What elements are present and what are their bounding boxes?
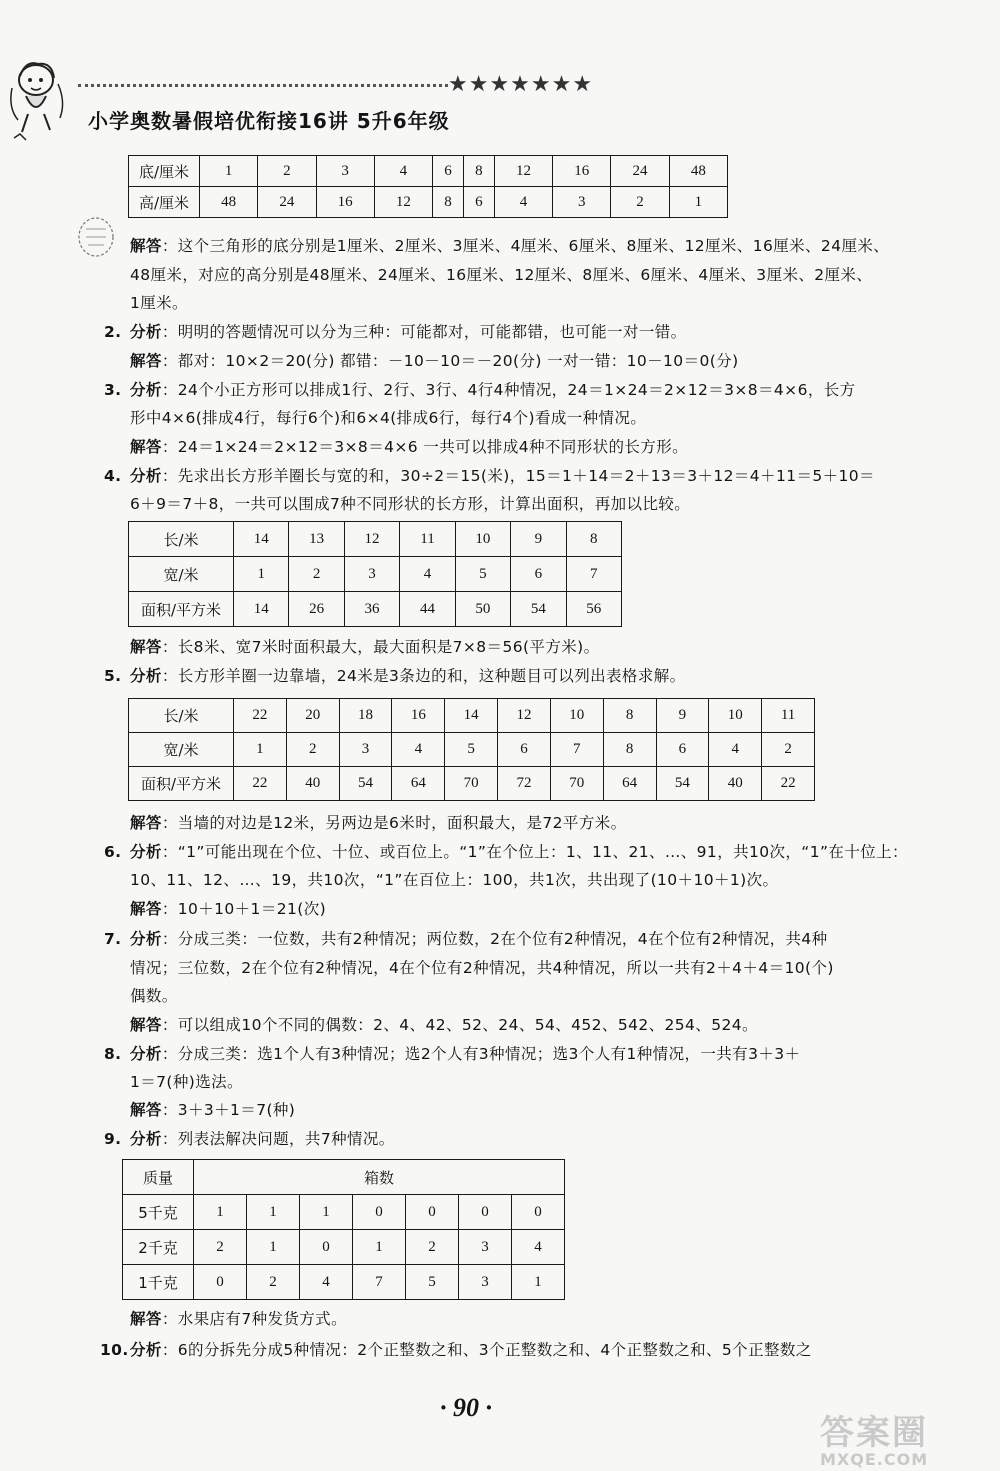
table-cell: 64	[603, 767, 656, 801]
answer-label: 解答	[130, 1016, 162, 1034]
item3-analysis	[104, 380, 856, 400]
table-cell: 9	[656, 699, 709, 733]
row-header: 5千克	[123, 1195, 194, 1230]
table-cell: 2	[247, 1265, 300, 1300]
table-cell: 4	[400, 557, 455, 592]
item-number: 7.	[104, 930, 122, 948]
table-cell: 7	[566, 557, 621, 592]
table-cell: 70	[550, 767, 603, 801]
table-cell: 4	[374, 156, 432, 187]
table-cell: 64	[392, 767, 445, 801]
item2-analysis	[104, 322, 687, 342]
item8-analysis-line-2: 1＝7(种)选法。	[130, 1073, 243, 1091]
table-cell: 0	[300, 1230, 353, 1265]
answer-label: 解答	[130, 1101, 162, 1119]
table-cell: 16	[316, 187, 374, 218]
table-cell: 44	[400, 592, 455, 627]
table-cell: 8	[463, 156, 494, 187]
item4-answer	[130, 637, 599, 657]
analysis-label: 分析	[130, 323, 162, 341]
table-cell: 48	[669, 156, 727, 187]
table-cell: 22	[762, 767, 815, 801]
item7-analysis-text-1: ：分成三类：一位数，共有2种情况；两位数，2在个位有2种情况，4在个位有2种情况，共4种	[161, 930, 828, 948]
item5-answer	[130, 813, 627, 833]
table-cell: 1	[247, 1230, 300, 1265]
header-dotted-rule	[78, 84, 448, 87]
item-number: 2.	[104, 323, 122, 341]
table-cell: 5	[445, 733, 498, 767]
analysis-label: 分析	[130, 467, 162, 485]
table-cell: 8	[603, 699, 656, 733]
row-header: 2千克	[123, 1230, 194, 1265]
table-cell: 1	[194, 1195, 247, 1230]
item-number: 9.	[104, 1130, 122, 1148]
table-cell: 22	[234, 699, 287, 733]
table-cell: 0	[512, 1195, 565, 1230]
row-header: 面积/平方米	[129, 592, 234, 627]
item4-analysis-text-1: ：先求出长方形羊圈长与宽的和，30÷2＝15(米)，15＝1＋14＝2＋13＝3＋12＝4＋11＝5＋10＝	[161, 467, 875, 485]
table-cell: 7	[550, 733, 603, 767]
table-cell: 50	[455, 592, 510, 627]
table-cell: 2	[194, 1230, 247, 1265]
answer-label: 解答	[130, 352, 162, 370]
item7-analysis-line-2: 情况；三位数，2在个位有2种情况，4在个位有2种情况，共4种情况，所以一共有2＋4＋4＝10(个)	[130, 959, 834, 977]
table-cell: 0	[194, 1265, 247, 1300]
watermark-bottom: MXQE.COM	[820, 1450, 929, 1469]
table-cell: 3	[316, 156, 374, 187]
table-cell: 11	[400, 522, 455, 557]
table-cell: 12	[344, 522, 399, 557]
table-cell: 0	[459, 1195, 512, 1230]
table-cell: 4	[300, 1265, 353, 1300]
table-row	[123, 1195, 565, 1230]
stamp-mark	[76, 215, 116, 259]
table-cell: 3	[459, 1265, 512, 1300]
triangle-base-height-table	[128, 155, 728, 218]
mascot-illustration	[6, 58, 72, 150]
table-cell: 1	[234, 733, 287, 767]
item2-analysis-text: ：明明的答题情况可以分为三种：可能都对，可能都错，也可能一对一错。	[161, 323, 687, 341]
table-cell: 12	[494, 156, 552, 187]
header-cell-mass: 质量	[123, 1160, 194, 1195]
table-cell: 40	[709, 767, 762, 801]
table-row	[129, 767, 815, 801]
item5-answer-text: ：当墙的对边是12米，另两边是6米时，面积最大，是72平方米。	[161, 814, 627, 832]
row-header: 面积/平方米	[129, 767, 234, 801]
book-title: 小学奥数暑假培优衔接16讲 5升6年级	[88, 109, 450, 133]
table-cell: 56	[566, 592, 621, 627]
item-number: 4.	[104, 467, 122, 485]
item10-analysis	[100, 1340, 812, 1360]
table-cell: 3	[339, 733, 392, 767]
analysis-label: 分析	[130, 381, 162, 399]
table-cell: 16	[553, 156, 611, 187]
item-number: 3.	[104, 381, 122, 399]
table-cell: 36	[344, 592, 399, 627]
analysis-label: 分析	[130, 843, 162, 861]
watermark-top: 答案圈	[820, 1413, 928, 1453]
table-row	[129, 522, 622, 557]
item1-answer-line-1	[130, 236, 889, 256]
answer-label: 解答	[130, 237, 162, 255]
item1-answer-line-2: 48厘米，对应的高分别是48厘米、24厘米、16厘米、12厘米、8厘米、6厘米、4厘米、3厘米、2厘米、	[130, 266, 873, 284]
header-cell-boxes: 箱数	[194, 1160, 565, 1195]
item7-analysis-line-3: 偶数。	[130, 987, 178, 1005]
table-cell: 3	[553, 187, 611, 218]
table-cell: 24	[258, 187, 316, 218]
item-number: 10.	[100, 1341, 129, 1359]
table-cell: 0	[353, 1195, 406, 1230]
table-cell: 14	[234, 592, 289, 627]
row-header: 1千克	[123, 1265, 194, 1300]
row-header: 长/米	[129, 522, 234, 557]
table-cell: 12	[498, 699, 551, 733]
analysis-label: 分析	[130, 1130, 162, 1148]
table-cell: 12	[374, 187, 432, 218]
table-cell: 5	[406, 1265, 459, 1300]
item-number: 8.	[104, 1045, 122, 1063]
item1-answer-line-3: 1厘米。	[130, 294, 188, 312]
item4-answer-text: ：长8米、宽7米时面积最大，最大面积是7×8＝56(平方米)。	[161, 638, 600, 656]
table-cell: 5	[455, 557, 510, 592]
answer-label: 解答	[130, 438, 162, 456]
item5-analysis	[104, 666, 686, 686]
table-cell: 6	[433, 156, 464, 187]
header-stars: ★★★★★★★	[448, 72, 594, 97]
item6-answer	[130, 899, 326, 919]
item8-analysis-text-1: ：分成三类：选1个人有3种情况；选2个人有3种情况；选3个人有1种情况，一共有3＋3＋	[161, 1045, 801, 1063]
item2-answer	[130, 351, 739, 371]
table-cell: 7	[353, 1265, 406, 1300]
table-row	[129, 592, 622, 627]
table-row	[129, 699, 815, 733]
table-cell: 4	[512, 1230, 565, 1265]
table-cell: 8	[433, 187, 464, 218]
table-cell: 24	[611, 156, 669, 187]
table-cell: 10	[550, 699, 603, 733]
analysis-label: 分析	[130, 667, 162, 685]
table-cell: 1	[300, 1195, 353, 1230]
table-cell: 4	[709, 733, 762, 767]
table-cell: 0	[406, 1195, 459, 1230]
item3-answer	[130, 437, 688, 457]
table-header-row	[123, 1160, 565, 1195]
item9-analysis	[104, 1129, 395, 1149]
table-cell: 40	[286, 767, 339, 801]
table-cell: 2	[289, 557, 344, 592]
table-row	[123, 1230, 565, 1265]
table-row	[129, 733, 815, 767]
table-cell: 6	[656, 733, 709, 767]
analysis-label: 分析	[130, 1045, 162, 1063]
item9-answer	[130, 1309, 347, 1329]
table-cell: 70	[445, 767, 498, 801]
item6-analysis-text-1: ：“1”可能出现在个位、十位、或百位上。“1”在个位上：1、11、21、…、91，共10次，“1”在十位上：	[161, 843, 908, 861]
table-cell: 2	[762, 733, 815, 767]
item-number: 5.	[104, 667, 122, 685]
table-cell: 1	[512, 1265, 565, 1300]
item4-analysis	[104, 466, 875, 486]
table-cell: 18	[339, 699, 392, 733]
row-header: 高/厘米	[129, 187, 200, 218]
item7-answer-text: ：可以组成10个不同的偶数：2、4、42、52、24、54、452、542、254、524。	[161, 1016, 758, 1034]
table-cell: 2	[611, 187, 669, 218]
table-cell: 1	[200, 156, 258, 187]
table-cell: 8	[566, 522, 621, 557]
table-row	[129, 187, 728, 218]
table-cell: 13	[289, 522, 344, 557]
table-cell: 6	[463, 187, 494, 218]
table-cell: 10	[709, 699, 762, 733]
analysis-label: 分析	[130, 1341, 162, 1359]
table-cell: 8	[603, 733, 656, 767]
item7-answer	[130, 1015, 758, 1035]
item9-analysis-text: ：列表法解决问题，共7种情况。	[161, 1130, 395, 1148]
table-cell: 2	[406, 1230, 459, 1265]
table-cell: 3	[344, 557, 399, 592]
table-cell: 54	[339, 767, 392, 801]
item6-answer-text: ：10＋10＋1＝21(次)	[161, 900, 327, 918]
table-cell: 1	[247, 1195, 300, 1230]
table-cell: 9	[511, 522, 566, 557]
table-cell: 54	[511, 592, 566, 627]
table-cell: 10	[455, 522, 510, 557]
table-cell: 6	[511, 557, 566, 592]
table-cell: 1	[353, 1230, 406, 1265]
item1-answer-text-1: ：这个三角形的底分别是1厘米、2厘米、3厘米、4厘米、6厘米、8厘米、12厘米、16厘米、24厘米、	[161, 237, 890, 255]
table-cell: 6	[498, 733, 551, 767]
table-row	[129, 557, 622, 592]
table-cell: 1	[234, 557, 289, 592]
item8-answer-text: ：3＋3＋1＝7(种)	[161, 1101, 296, 1119]
row-header: 底/厘米	[129, 156, 200, 187]
table-cell: 4	[392, 733, 445, 767]
page-number: · 90 ·	[440, 1393, 492, 1422]
table-cell: 48	[200, 187, 258, 218]
analysis-label: 分析	[130, 930, 162, 948]
row-header: 长/米	[129, 699, 234, 733]
table-cell: 20	[286, 699, 339, 733]
item9-box-table	[122, 1159, 565, 1300]
answer-label: 解答	[130, 638, 162, 656]
item4-rectangle-table	[128, 521, 622, 627]
table-cell: 2	[258, 156, 316, 187]
item10-analysis-text: ：6的分拆先分成5种情况：2个正整数之和、3个正整数之和、4个正整数之和、5个正整数之	[161, 1341, 812, 1359]
item5-rectangle-table	[128, 698, 815, 801]
table-cell: 72	[498, 767, 551, 801]
item7-analysis	[104, 929, 828, 949]
table-cell: 2	[286, 733, 339, 767]
item9-answer-text: ：水果店有7种发货方式。	[161, 1310, 347, 1328]
item3-analysis-text-1: ：24个小正方形可以排成1行、2行、3行、4行4种情况，24＝1×24＝2×12＝3×8＝4×6，长方	[161, 381, 856, 399]
table-row	[123, 1265, 565, 1300]
answer-label: 解答	[130, 900, 162, 918]
table-row	[129, 156, 728, 187]
table-cell: 11	[762, 699, 815, 733]
item4-analysis-line-2: 6＋9＝7＋8，一共可以围成7种不同形状的长方形，计算出面积，再加以比较。	[130, 495, 691, 513]
item8-analysis	[104, 1044, 800, 1064]
watermark	[820, 1405, 970, 1469]
table-cell: 1	[669, 187, 727, 218]
item5-analysis-text: ：长方形羊圈一边靠墙，24米是3条边的和，这种题目可以列出表格求解。	[161, 667, 686, 685]
table-cell: 4	[494, 187, 552, 218]
row-header: 宽/米	[129, 733, 234, 767]
item3-answer-text: ：24＝1×24＝2×12＝3×8＝4×6 一共可以排成4种不同形状的长方形。	[161, 438, 688, 456]
table-cell: 22	[234, 767, 287, 801]
item3-analysis-line-2: 形中4×6(排成4行，每行6个)和6×4(排成6行，每行4个)看成一种情况。	[130, 409, 647, 427]
table-cell: 3	[459, 1230, 512, 1265]
item6-analysis	[104, 842, 908, 862]
item6-analysis-line-2: 10、11、12、…、19，共10次，“1”在百位上：100，共1次，共出现了(10＋10＋1)次。	[130, 871, 779, 889]
item8-answer	[130, 1100, 295, 1120]
answer-label: 解答	[130, 1310, 162, 1328]
row-header: 宽/米	[129, 557, 234, 592]
table-cell: 16	[392, 699, 445, 733]
item-number: 6.	[104, 843, 122, 861]
table-cell: 14	[445, 699, 498, 733]
answer-label: 解答	[130, 814, 162, 832]
item2-answer-text: ：都对：10×2＝20(分) 都错：－10－10＝－20(分) 一对一错：10－10＝0(分)	[161, 352, 739, 370]
table-cell: 14	[234, 522, 289, 557]
table-cell: 54	[656, 767, 709, 801]
table-cell: 26	[289, 592, 344, 627]
